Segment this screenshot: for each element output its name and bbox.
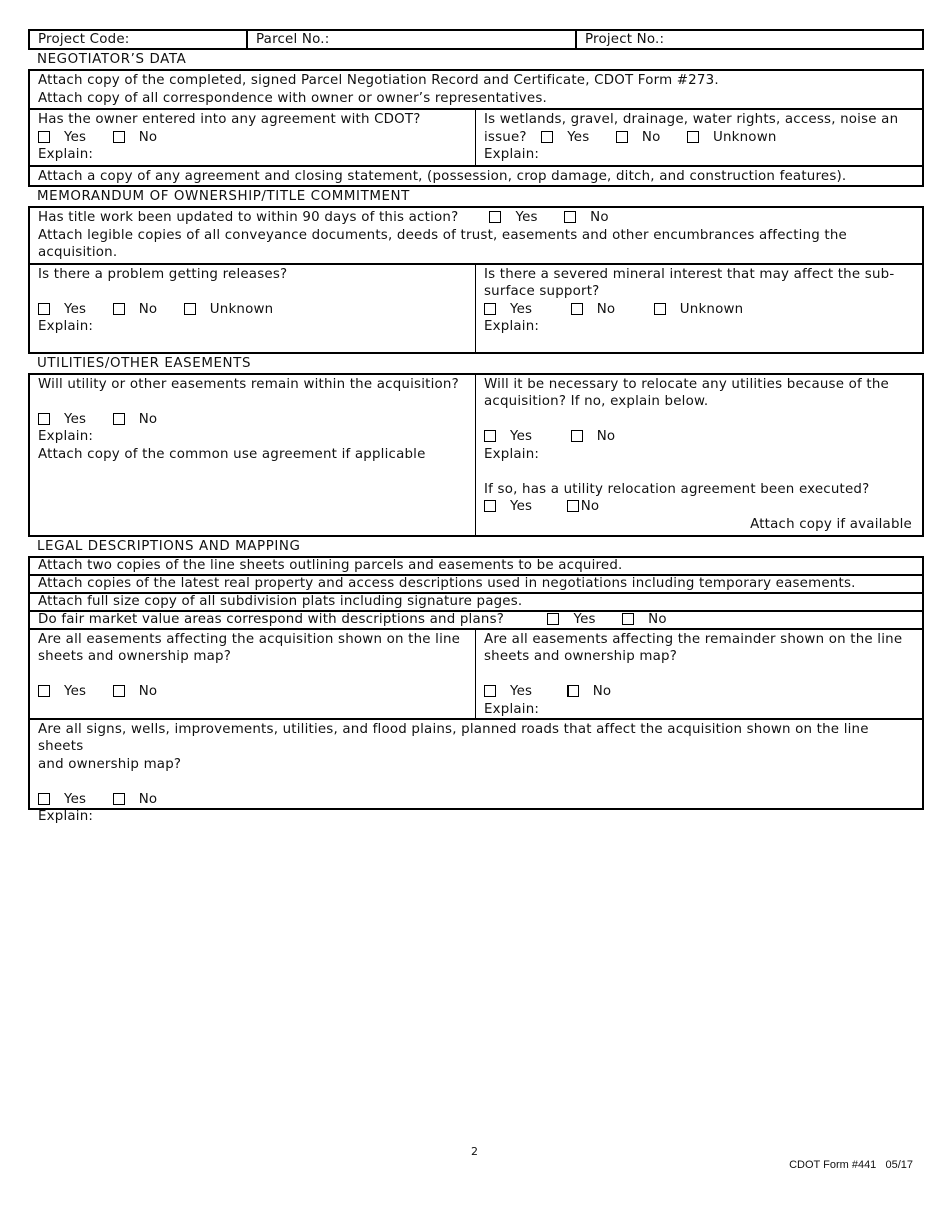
relocation-agreement-question: If so, has a utility relocation agreement been executed? — [484, 481, 870, 497]
explain-label: Explain: — [38, 319, 94, 334]
mineral-question-end: surface support? — [484, 284, 600, 299]
wetlands-unknown-checkbox[interactable] — [687, 131, 699, 143]
explain-label: Explain: — [38, 429, 94, 444]
attach-if-available: Attach copy if available — [750, 516, 912, 532]
yes-label: Yes — [64, 684, 87, 699]
owner-agreement-no-checkbox[interactable] — [113, 131, 125, 143]
form-identifier: CDOT Form #441 05/17 — [789, 1159, 913, 1171]
title-work-question: Has title work been updated to within 90 days of this action? — [38, 210, 459, 225]
easements-acquisition-cell — [30, 630, 475, 718]
releases-options — [38, 301, 467, 319]
mineral-cell — [475, 265, 922, 352]
legal-property-descriptions — [28, 574, 924, 594]
legal-fmv — [28, 610, 924, 630]
no-label: No — [648, 611, 667, 627]
wetlands-no-checkbox[interactable] — [616, 131, 628, 143]
title-work-no-checkbox[interactable] — [564, 211, 576, 223]
relocation-agreement-no-checkbox[interactable] — [567, 500, 579, 512]
relocation-agreement-yes-checkbox[interactable] — [484, 500, 496, 512]
relocate-options — [484, 428, 914, 446]
signs-wells-yes-checkbox[interactable] — [38, 793, 50, 805]
section-title-negotiator: NEGOTIATOR’S DATA — [37, 52, 187, 67]
yes-label: Yes — [510, 684, 533, 699]
relocate-question-end: acquisition? If no, explain below. — [484, 394, 709, 409]
project-code-label: Project Code: — [38, 32, 130, 47]
wetlands-question: Is wetlands, gravel, drainage, water rights, access, noise an — [484, 112, 899, 127]
easements-row — [28, 628, 924, 720]
yes-label: Yes — [510, 301, 533, 317]
parcel-no-field[interactable] — [246, 31, 575, 48]
releases-question: Is there a problem getting releases? — [38, 266, 288, 282]
common-use-agreement: Attach copy of the common use agreement if applicable — [38, 446, 426, 462]
yes-label: Yes — [515, 210, 538, 225]
title-work-yes-checkbox[interactable] — [489, 211, 501, 223]
parcel-no-label: Parcel No.: — [256, 32, 330, 47]
mineral-question: Is there a severed mineral interest that may affect the sub- — [484, 266, 895, 282]
project-no-label: Project No.: — [585, 32, 665, 47]
legal-line-sheets — [28, 556, 924, 576]
title-work-row — [38, 209, 914, 227]
wetlands-question-end: issue? — [484, 129, 527, 145]
unknown-label: Unknown — [679, 301, 744, 317]
wetlands-options — [484, 129, 914, 147]
no-label: No — [592, 684, 612, 699]
fmv-no-checkbox[interactable] — [622, 613, 634, 625]
attach-agreement-statement: Attach a copy of any agreement and closing statement, (possession, crop damage, ditch, and construction features). — [38, 168, 847, 184]
relocate-yes-checkbox[interactable] — [484, 430, 496, 442]
attach-line-sheets: Attach two copies of the line sheets outlining parcels and easements to be acquired. — [38, 557, 623, 573]
attach-agreement-box — [28, 165, 924, 188]
yes-label: Yes — [64, 411, 87, 427]
attach-negotiation-record: Attach copy of the completed, signed Parcel Negotiation Record and Certificate, CDOT Form #273. — [38, 73, 719, 88]
section-title-utilities: UTILITIES/OTHER EASEMENTS — [37, 355, 252, 371]
relocate-question: Will it be necessary to relocate any utilities because of the — [484, 376, 889, 392]
signs-wells-options — [38, 791, 914, 809]
no-label: No — [138, 129, 158, 145]
signs-wells-no-checkbox[interactable] — [113, 793, 125, 805]
releases-unknown-checkbox[interactable] — [184, 303, 196, 315]
wetlands-cell — [475, 110, 922, 165]
easements-acquisition-yes-checkbox[interactable] — [38, 685, 50, 697]
owner-agreement-cell — [30, 110, 475, 165]
easements-remain-no-checkbox[interactable] — [113, 413, 125, 425]
explain-label: Explain: — [484, 446, 540, 462]
releases-cell — [30, 265, 475, 352]
easements-acquisition-question: Are all easements affecting the acquisition shown on the line — [38, 631, 461, 647]
mineral-options — [484, 301, 914, 319]
unknown-label: Unknown — [712, 129, 777, 145]
unknown-label: Unknown — [209, 301, 274, 317]
legal-subdivision-plats — [28, 592, 924, 612]
legal-section — [28, 556, 924, 824]
mineral-no-checkbox[interactable] — [571, 303, 583, 315]
explain-label: Explain: — [484, 147, 540, 162]
yes-label: Yes — [510, 499, 533, 514]
section-title-memorandum: MEMORANDUM OF OWNERSHIP/TITLE COMMITMENT — [37, 189, 410, 204]
project-code-field[interactable] — [30, 31, 246, 48]
mineral-unknown-checkbox[interactable] — [654, 303, 666, 315]
explain-label: Explain: — [484, 319, 540, 334]
yes-label: Yes — [573, 611, 596, 627]
attach-conveyance-line1: Attach legible copies of all conveyance documents, deeds of trust, easements and other encumbrances affecting the — [38, 227, 847, 243]
releases-no-checkbox[interactable] — [113, 303, 125, 315]
no-label: No — [138, 411, 158, 427]
easements-remainder-question-end: sheets and ownership map? — [484, 649, 678, 664]
relocation-agreement-options — [484, 498, 914, 516]
attach-subdivision-plats: Attach full size copy of all subdivision plats including signature pages. — [38, 593, 523, 609]
easements-remainder-options — [484, 683, 914, 701]
project-no-field[interactable] — [575, 31, 922, 48]
easements-acquisition-question-end: sheets and ownership map? — [38, 649, 232, 664]
easements-remain-question: Will utility or other easements remain within the acquisition? — [38, 376, 459, 392]
memorandum-questions-row — [28, 263, 924, 354]
negotiator-attach-box — [28, 69, 924, 110]
owner-agreement-question: Has the owner entered into any agreement with CDOT? — [38, 112, 421, 127]
attach-correspondence: Attach copy of all correspondence with owner or owner’s representatives. — [38, 90, 547, 106]
no-label: No — [596, 429, 616, 444]
no-label: No — [580, 499, 600, 514]
explain-label: Explain: — [38, 147, 94, 162]
easements-remainder-no-checkbox[interactable] — [567, 685, 579, 697]
signs-wells-question: Are all signs, wells, improvements, utilities, and flood plains, planned roads that affect the acquisition shown on the line sheets — [38, 721, 869, 754]
easements-remainder-yes-checkbox[interactable] — [484, 685, 496, 697]
explain-label: Explain: — [484, 701, 540, 717]
mineral-yes-checkbox[interactable] — [484, 303, 496, 315]
easements-acquisition-options — [38, 683, 467, 701]
no-label: No — [596, 301, 616, 317]
negotiator-questions-row — [28, 108, 924, 167]
relocate-no-checkbox[interactable] — [571, 430, 583, 442]
relocate-utilities-cell — [475, 375, 922, 535]
easements-remainder-cell — [475, 630, 922, 718]
header-row — [28, 29, 924, 50]
no-label: No — [590, 210, 609, 225]
no-label: No — [138, 791, 158, 807]
yes-label: Yes — [567, 129, 590, 145]
page-number: 2 — [471, 1145, 479, 1158]
form-page — [28, 29, 924, 824]
section-title-legal: LEGAL DESCRIPTIONS AND MAPPING — [37, 538, 301, 554]
yes-label: Yes — [64, 791, 87, 807]
fmv-question: Do fair market value areas correspond with descriptions and plans? — [38, 611, 505, 627]
utilities-row — [28, 373, 924, 537]
explain-label: Explain: — [38, 809, 94, 824]
owner-agreement-yes-checkbox[interactable] — [38, 131, 50, 143]
releases-yes-checkbox[interactable] — [38, 303, 50, 315]
negotiator-section — [28, 69, 924, 187]
easements-acquisition-no-checkbox[interactable] — [113, 685, 125, 697]
no-label: No — [138, 301, 158, 317]
title-work-box — [28, 206, 924, 265]
no-label: No — [138, 684, 158, 699]
memorandum-section — [28, 206, 924, 354]
signs-wells-box — [28, 718, 924, 824]
owner-agreement-options — [38, 129, 467, 147]
easements-remain-options — [38, 411, 467, 429]
signs-wells-question-end: and ownership map? — [38, 756, 182, 772]
easements-remainder-question: Are all easements affecting the remainder shown on the line — [484, 631, 903, 647]
yes-label: Yes — [64, 129, 87, 145]
wetlands-yes-checkbox[interactable] — [541, 131, 553, 143]
easements-remain-yes-checkbox[interactable] — [38, 413, 50, 425]
fmv-yes-checkbox[interactable] — [547, 613, 559, 625]
yes-label: Yes — [510, 429, 533, 444]
yes-label: Yes — [64, 301, 87, 317]
no-label: No — [641, 129, 661, 145]
attach-property-descriptions: Attach copies of the latest real property and access descriptions used in negotiations including temporary easements. — [38, 575, 856, 591]
easements-remain-cell — [30, 375, 475, 535]
attach-conveyance-line2: acquisition. — [38, 245, 118, 260]
